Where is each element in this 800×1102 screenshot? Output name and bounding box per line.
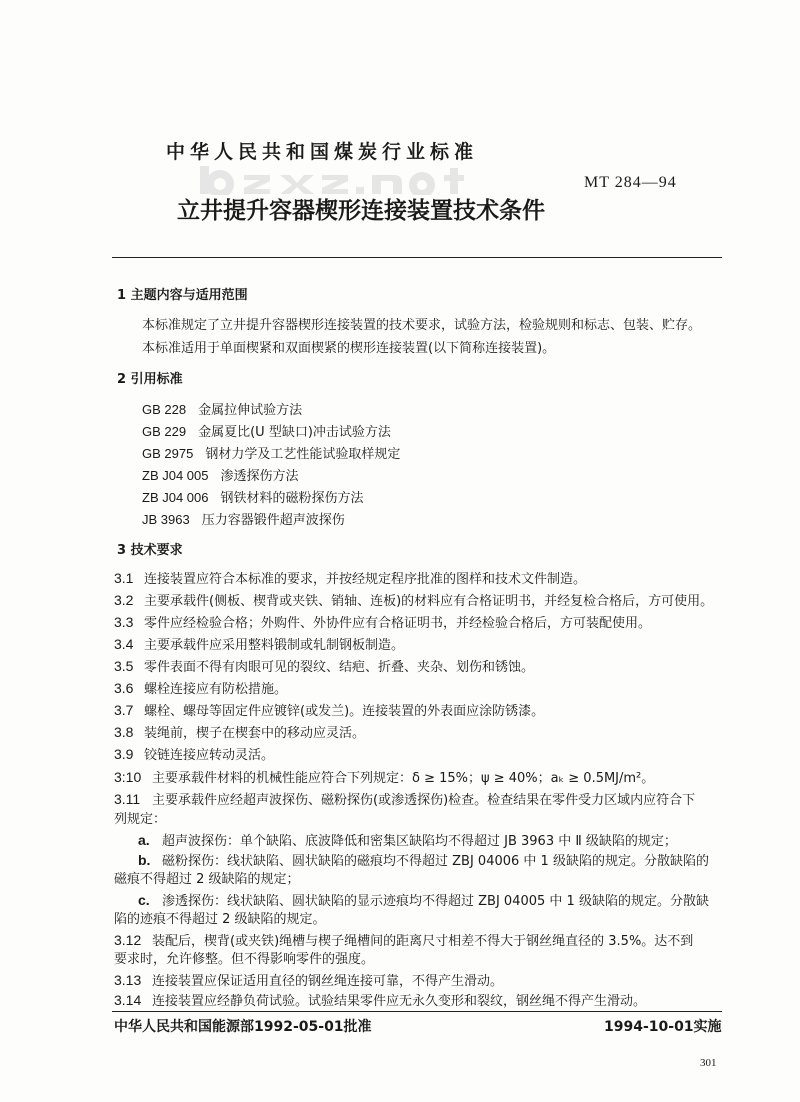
watermark bbox=[196, 164, 546, 195]
reference-code: GB 2975 bbox=[142, 446, 194, 461]
clause-line bbox=[114, 992, 646, 1010]
reference-title: 钢材力学及工艺性能试验取样规定 bbox=[205, 447, 401, 462]
standard-code: MT 284—94 bbox=[584, 174, 677, 191]
clause-line bbox=[138, 892, 709, 910]
header-rule bbox=[112, 257, 722, 258]
section1-para: 本标准规定了立井提升容器楔形连接装置的技术要求，试验方法，检验规则和标志、包装、贮存。 bbox=[142, 318, 702, 333]
reference-title: 压力容器锻件超声波探伤 bbox=[201, 513, 345, 528]
clause-text: 超声波探伤：单个缺陷、底波降低和密集区缺陷均不得超过 JB 3963 中 Ⅱ 级缺陷的规定； bbox=[162, 834, 677, 849]
reference-title: 渗透探伤方法 bbox=[220, 469, 299, 484]
reference-item bbox=[142, 490, 364, 507]
clause-text: 磁粉探伤：线状缺陷、圆状缺陷的磁痕均不得超过 ZBJ 04006 中 1 级缺陷的规定。分散缺陷的 bbox=[162, 854, 709, 869]
clause-line bbox=[138, 832, 677, 850]
clause-number: 3.13 bbox=[114, 972, 142, 988]
clause-number: 3.2 bbox=[114, 592, 134, 608]
reference-item bbox=[142, 512, 345, 529]
clause-text: 渗透探伤：线状缺陷、圆状缺陷的显示迹痕均不得超过 ZBJ 04005 中 1 级缺陷的规定。分散缺 bbox=[162, 894, 709, 909]
clause-number: 3.12 bbox=[114, 932, 142, 948]
section1-para: 本标准适用于单面楔紧和双面楔紧的楔形连接装置(以下简称连接装置)。 bbox=[142, 341, 556, 356]
clause-line bbox=[114, 932, 693, 950]
clause-line bbox=[114, 614, 651, 632]
clause-text: 零件应经检验合格；外购件、外协件应有合格证明书，并经检验合格后，方可装配使用。 bbox=[144, 616, 652, 631]
reference-code: JB 3963 bbox=[142, 512, 190, 527]
clause-line bbox=[114, 912, 326, 928]
clause-number: 3.4 bbox=[114, 636, 134, 652]
clause-text: 主要承载件材料的机械性能应符合下列规定：δ ≥ 15%；ψ ≥ 40%；aₖ ≥ 0.5MJ/m²。 bbox=[152, 771, 655, 786]
clause-text: 列规定： bbox=[114, 812, 167, 827]
clause-line bbox=[114, 972, 503, 990]
clause-line bbox=[114, 812, 166, 828]
reference-code: ZB J04 005 bbox=[142, 468, 209, 483]
clause-line bbox=[114, 570, 586, 588]
clause-text: 零件表面不得有肉眼可见的裂纹、结疤、折叠、夹杂、划伤和锈蚀。 bbox=[144, 660, 535, 675]
section2-heading: 2 引用标准 bbox=[117, 372, 183, 387]
clause-number: 3.7 bbox=[114, 702, 134, 718]
clause-text: 磁痕不得超过 2 级缺陷的规定； bbox=[114, 872, 300, 887]
clause-line bbox=[114, 592, 713, 610]
reference-item bbox=[142, 446, 400, 463]
clause-line bbox=[114, 872, 300, 888]
clause-line bbox=[114, 952, 374, 968]
clause-number: 3:10 bbox=[114, 769, 142, 785]
clause-text: 铰链连接应转动灵活。 bbox=[144, 748, 275, 763]
clause-line bbox=[138, 852, 709, 870]
clause-text: 装绳前，楔子在楔套中的移动应灵活。 bbox=[144, 726, 366, 741]
clause-text: 要求时，允许修整。但不得影响零件的强度。 bbox=[114, 952, 375, 967]
clause-text: 陷的迹痕不得超过 2 级缺陷的规定。 bbox=[114, 912, 326, 927]
clause-number: 3.3 bbox=[114, 614, 134, 630]
approval-text: 中华人民共和国能源部1992-05-01批准 bbox=[114, 1019, 372, 1035]
clause-line bbox=[114, 769, 654, 787]
clause-text: 连接装置应经静负荷试验。试验结果零件应无永久变形和裂纹，钢丝绳不得产生滑动。 bbox=[152, 994, 647, 1009]
footer-rule bbox=[112, 1011, 722, 1012]
reference-title: 钢铁材料的磁粉探伤方法 bbox=[220, 491, 364, 506]
reference-code: GB 229 bbox=[142, 424, 187, 439]
reference-item bbox=[142, 402, 302, 419]
clause-number: 3.11 bbox=[114, 791, 141, 807]
clause-line bbox=[114, 791, 695, 809]
clause-number: 3.14 bbox=[114, 992, 142, 1008]
clause-number: 3.8 bbox=[114, 724, 134, 740]
clause-number: 3.9 bbox=[114, 746, 134, 762]
clause-number: 3.5 bbox=[114, 658, 134, 674]
page-number: 301 bbox=[700, 1057, 717, 1069]
clause-text: 主要承载件应经超声波探伤、磁粉探伤(或渗透探伤)检查。检查结果在零件受力区域内应符合下 bbox=[152, 793, 696, 808]
clause-text: 主要承载件(侧板、楔背或夹铁、销轴、连板)的材料应有合格证明书，并经复检合格后，方可使用。 bbox=[144, 594, 714, 609]
reference-item bbox=[142, 424, 391, 441]
clause-text: 连接装置应保证适用直径的钢丝绳连接可靠，不得产生滑动。 bbox=[152, 974, 504, 989]
clause-text: 装配后，楔背(或夹铁)绳槽与楔子绳槽间的距离尺寸相差不得大于钢丝绳直径的 3.5%。达不到 bbox=[152, 934, 694, 949]
org-title: 中华人民共和国煤炭行业标准 bbox=[166, 141, 479, 163]
section3-heading: 3 技术要求 bbox=[117, 543, 183, 558]
clause-line bbox=[114, 636, 404, 654]
section1-heading: 1 主题内容与适用范围 bbox=[117, 288, 248, 303]
reference-title: 金属拉伸试验方法 bbox=[198, 403, 303, 418]
clause-text: 螺栓、螺母等固定件应镀锌(或发兰)。连接装置的外表面应涂防锈漆。 bbox=[144, 704, 545, 719]
clause-line bbox=[114, 724, 365, 742]
clause-number: b. bbox=[138, 852, 151, 868]
reference-code: GB 228 bbox=[142, 402, 187, 417]
clause-number: a. bbox=[138, 832, 150, 848]
reference-code: ZB J04 006 bbox=[142, 490, 209, 505]
clause-line bbox=[114, 746, 274, 764]
clause-number: 3.1 bbox=[114, 570, 134, 586]
clause-text: 螺栓连接应有防松措施。 bbox=[144, 682, 288, 697]
clause-text: 连接装置应符合本标准的要求，并按经规定程序批准的图样和技术文件制造。 bbox=[144, 572, 587, 587]
reference-title: 金属夏比(U 型缺口)冲击试验方法 bbox=[198, 425, 391, 440]
effective-date: 1994-10-01实施 bbox=[604, 1019, 722, 1035]
clause-number: 3.6 bbox=[114, 680, 134, 696]
clause-line bbox=[114, 658, 534, 676]
clause-number: c. bbox=[138, 892, 150, 908]
doc-title: 立井提升容器楔形连接装置技术条件 bbox=[177, 198, 545, 224]
clause-text: 主要承载件应采用整料锻制或轧制钢板制造。 bbox=[144, 638, 405, 653]
clause-line bbox=[114, 680, 287, 698]
reference-item bbox=[142, 468, 299, 485]
clause-line bbox=[114, 702, 544, 720]
